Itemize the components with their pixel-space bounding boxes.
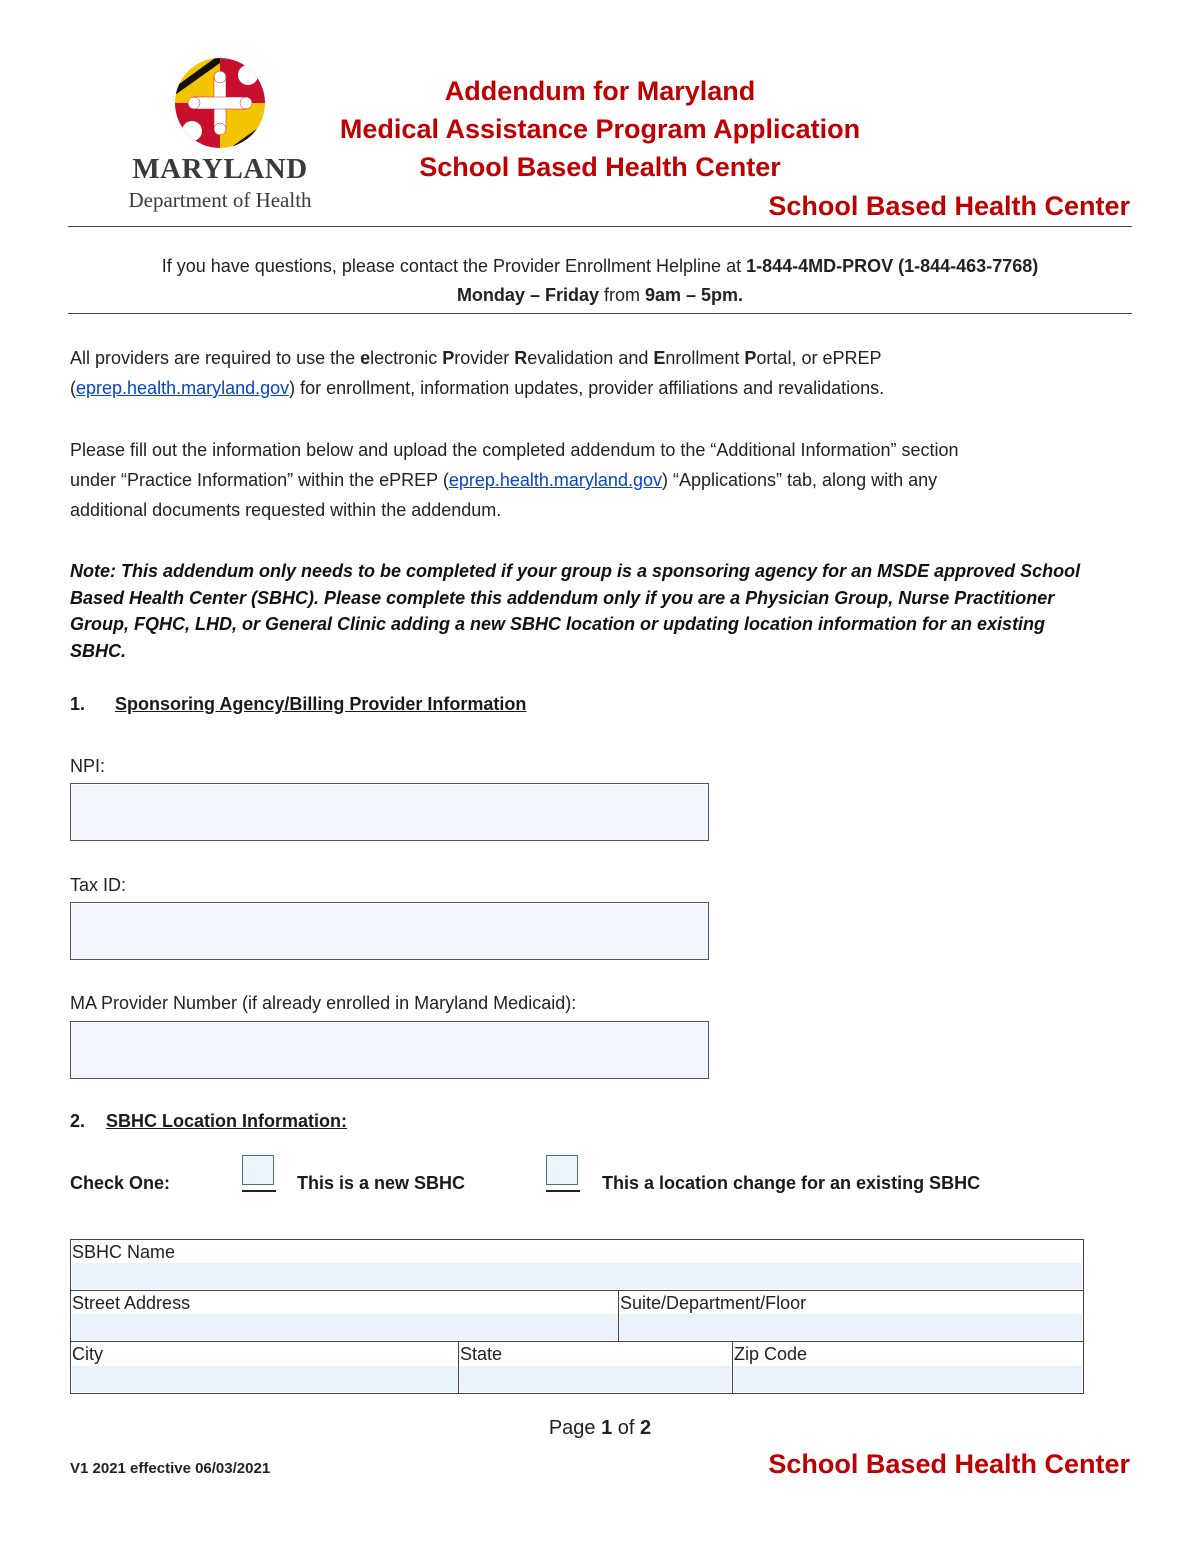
street-address-input[interactable] [72,1314,617,1340]
sbhc-name-fill[interactable] [72,1263,1082,1289]
suite-cell[interactable] [618,1290,1084,1342]
intro-bold-letter: R [514,348,528,368]
checkbox-underline [242,1190,276,1192]
page-total: 2 [640,1417,652,1439]
maryland-seal-icon [110,55,330,155]
note-text: Group, FQHC, LHD, or General Clinic adding a new SBHC location or updating location information for an existing [70,614,1046,634]
street-address-label: Street Address [72,1293,191,1313]
new-sbhc-label: This is a new SBHC [297,1173,466,1193]
state-cell[interactable] [458,1341,733,1394]
intro-text: ) for enrollment, information updates, provider affiliations and revalidations. [289,378,885,398]
intro-text: All providers are required to use the [70,348,361,368]
npi-field[interactable] [70,783,709,841]
intro-text: ( [70,378,76,398]
section-1-title: Sponsoring Agency/Billing Provider Information [115,694,527,714]
sbhc-location-table [70,1239,1084,1394]
section-1-number: 1. [70,694,86,714]
eprep-link[interactable]: eprep.health.maryland.gov [448,470,662,490]
intro-bold-letter: E [653,348,666,368]
title-line-1: Addendum for Maryland [444,76,756,106]
header-right-label: School Based Health Center [768,191,1130,221]
intro-text: nrollment [665,348,745,368]
suite-label: Suite/Department/Floor [620,1293,807,1313]
intro-bold-letter: e [360,348,371,368]
section-2-number: 2. [70,1111,86,1131]
intro-text: ) “Applications” tab, along with any [661,470,938,490]
location-change-label: This a location change for an existing SBHC [602,1173,981,1193]
page-prefix: Page [548,1417,602,1439]
helpline-divider [68,313,1132,314]
intro-text: Please fill out the information below and upload the completed addendum to the “Additional Information” section [70,440,959,460]
city-cell[interactable] [70,1341,459,1394]
intro-text: additional documents requested within the addendum. [70,500,502,520]
intro-text: rovider [454,348,515,368]
taxid-field[interactable] [70,902,709,960]
location-change-checkbox[interactable] [546,1155,578,1185]
zip-cell[interactable] [732,1341,1084,1394]
helpline-phone: 1-844-4MD-PROV (1-844-463-7768) [746,256,1039,276]
ma-provider-field[interactable] [70,1021,709,1079]
suite-fill[interactable] [620,1314,1082,1340]
page-current: 1 [601,1417,613,1439]
ma-provider-input[interactable] [71,1022,708,1078]
sbhc-name-cell[interactable] [70,1239,1084,1291]
maryland-logo [110,55,330,215]
logo-word: MARYLAND [132,153,308,185]
city-label: City [72,1344,103,1364]
footer-right-label: School Based Health Center [768,1449,1130,1479]
intro-bold-letter: P [442,348,455,368]
sbhc-name-input[interactable] [72,1263,1082,1289]
state-label: State [460,1344,503,1364]
npi-label: NPI: [70,756,106,776]
checkbox-underline [546,1190,580,1192]
zip-input[interactable] [734,1366,1082,1392]
intro-text: evalidation and [527,348,654,368]
check-one-label: Check One: [70,1173,171,1193]
title-line-2: Medical Assistance Program Application [339,114,861,144]
section-2-title: SBHC Location Information: [106,1111,347,1131]
logo-subtitle: Department of Health [128,188,312,212]
city-input[interactable] [72,1366,457,1392]
helpline-days: Monday – Friday [456,285,599,305]
intro-text: ortal, or ePREP [756,348,882,368]
note-paragraph [70,558,1160,664]
note-text: SBHC. [70,640,127,661]
suite-input[interactable] [620,1314,1082,1340]
helpline-text [68,252,1132,310]
taxid-input[interactable] [71,903,708,959]
state-fill[interactable] [460,1366,731,1392]
title-line-3: School Based Health Center [419,152,781,182]
page-of: of [612,1417,641,1439]
section-2-heading [70,1111,347,1132]
street-address-fill[interactable] [72,1314,617,1340]
sbhc-name-label: SBHC Name [72,1242,176,1262]
note-text: Note: This addendum only needs to be completed if your group is a sponsoring agency for an MSDE approved School [70,561,1081,581]
note-text: Based Health Center (SBHC). Please complete this addendum only if you are a Physician Group, Nurse Practitioner [70,587,1055,608]
helpline-from: from [598,285,645,305]
eprep-link[interactable]: eprep.health.maryland.gov [76,378,290,398]
helpline-hours: 9am – 5pm. [644,285,744,305]
street-address-cell[interactable] [70,1290,619,1342]
intro-paragraph-2 [70,435,1150,525]
intro-text: lectronic [370,348,443,368]
new-sbhc-checkbox[interactable] [242,1155,274,1185]
npi-input[interactable] [71,784,708,840]
state-input[interactable] [460,1366,731,1392]
zip-fill[interactable] [734,1366,1082,1392]
taxid-label: Tax ID: [70,875,127,895]
page-number [500,1417,700,1440]
helpline-prefix: If you have questions, please contact the Provider Enrollment Helpline at [161,256,747,276]
zip-label: Zip Code [734,1344,808,1364]
ma-provider-label: MA Provider Number (if already enrolled in Maryland Medicaid): [70,993,577,1013]
header-divider [68,226,1132,227]
section-1-heading [70,694,526,715]
version-label: V1 2021 effective 06/03/2021 [70,1460,271,1477]
intro-bold-letter: P [744,348,757,368]
intro-text: under “Practice Information” within the ePREP ( [70,470,449,490]
intro-paragraph-1 [70,343,1130,403]
city-fill[interactable] [72,1366,457,1392]
